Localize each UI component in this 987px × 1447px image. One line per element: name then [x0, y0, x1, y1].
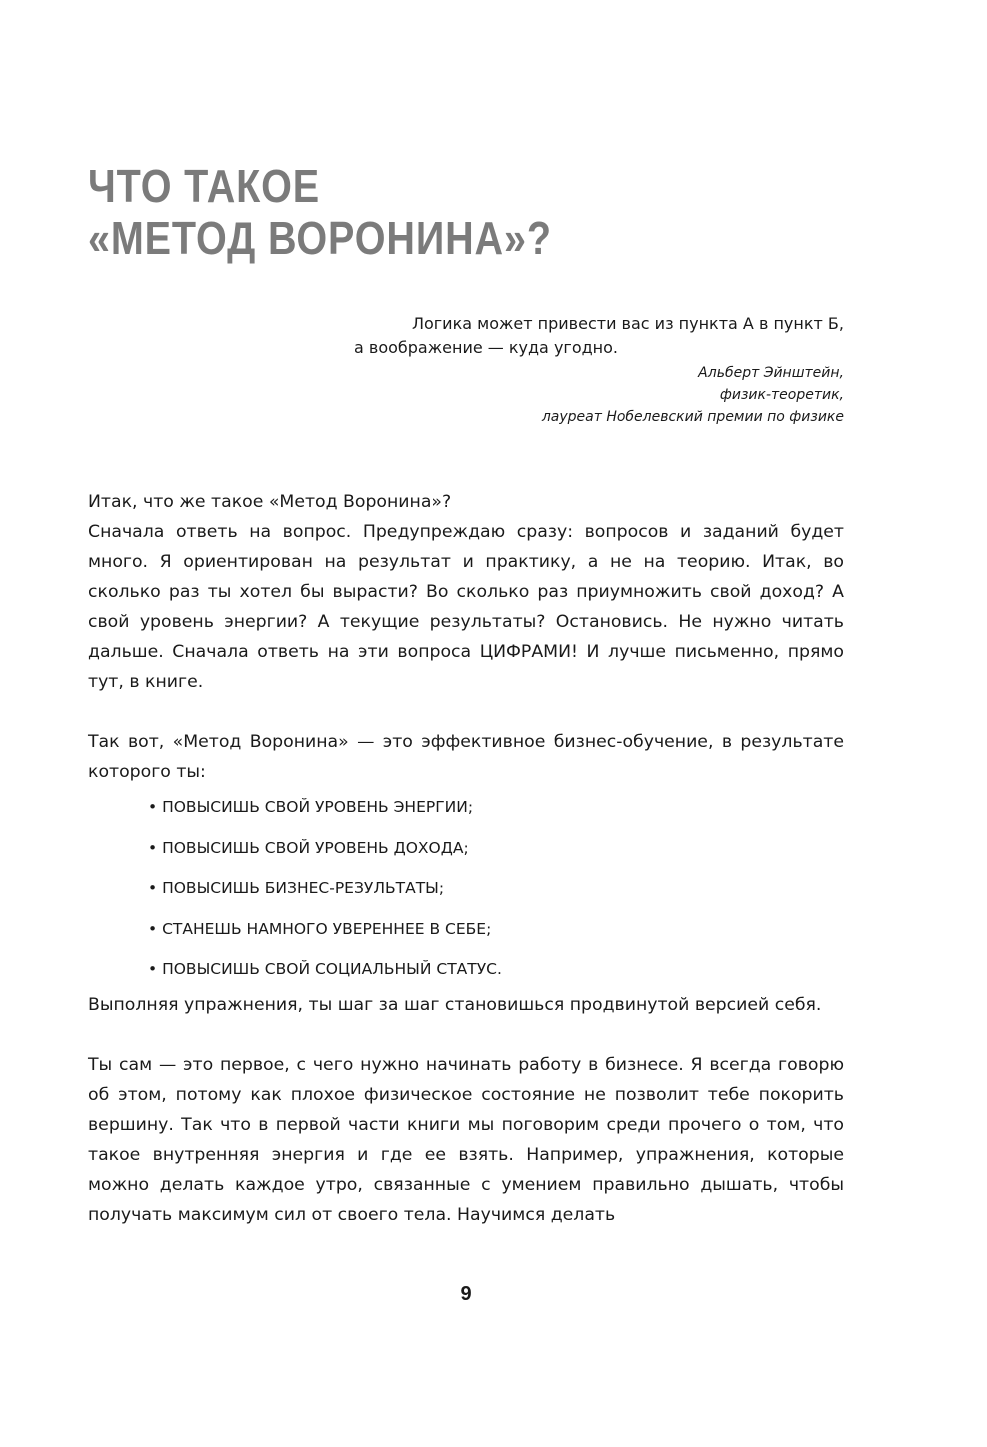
chapter-title-line-2: «МЕТОД ВОРОНИНА»? [88, 212, 552, 264]
epigraph-author-role: физик-теоретик, [719, 387, 844, 403]
paragraph-gap [88, 1020, 844, 1050]
list-item: • СТАНЕШЬ НАМНОГО УВЕРЕННЕЕ В СЕБЕ; [148, 909, 844, 950]
epigraph [300, 312, 844, 428]
body-text [88, 487, 844, 1230]
epigraph-attribution [300, 362, 844, 428]
list-item: • ПОВЫСИШЬ СВОЙ УРОВЕНЬ ЭНЕРГИИ; [148, 787, 844, 828]
epigraph-author-award: лауреат Нобелевский премии по физике [541, 409, 844, 425]
epigraph-author-name: Альберт Эйнштейн, [698, 365, 844, 381]
epigraph-quote [300, 312, 844, 360]
chapter-title-line-1: ЧТО ТАКОЕ [88, 160, 321, 212]
paragraph-energy: Ты сам — это первое, с чего нужно начинать работу в бизнесе. Я всегда говорю об этом, потому как плохое физическое состояние не позволит тебе покорить вершину. Так что в первой части книги мы поговорим среди прочего о том, что такое внутренняя энергия и где ее взять. Например, упражнения, которые можно делать каждое утро, связанные с умением правильно дышать, чтобы получать максимум сил от своего тела. Научимся делать [88, 1054, 844, 1225]
epigraph-quote-line-1: Логика может привести вас из пункта А в пункт Б, [411, 314, 844, 333]
paragraph-exercises: Выполняя упражнения, ты шаг за шаг становишься продвинутой версией себя. [88, 994, 822, 1015]
paragraph-gap [88, 697, 844, 727]
list-item: • ПОВЫСИШЬ СВОЙ УРОВЕНЬ ДОХОДА; [148, 828, 844, 869]
epigraph-quote-line-2: а воображение — куда угодно. [354, 338, 619, 357]
page-number: 9 [460, 1283, 472, 1305]
paragraph-questions: Сначала ответь на вопрос. Предупреждаю сразу: вопросов и заданий будет много. Я ориентирован на результат и практику, а не на теорию. Итак, во сколько раз ты хотел бы вырасти? Во сколько раз приумножить свой доход? А свой уровень энергии? А текущие результаты? Остановись. Не нужно читать дальше. Сначала ответь на эти вопроса ЦИФРАМИ! И лучше письменно, прямо тут, в книге. [88, 522, 844, 692]
results-bullet-list [88, 787, 844, 990]
paragraph-intro-question: Итак, что же такое «Метод Воронина»? [88, 492, 452, 512]
list-item: • ПОВЫСИШЬ БИЗНЕС-РЕЗУЛЬТАТЫ; [148, 868, 844, 909]
chapter-title [88, 160, 742, 264]
paragraph-method-definition: Так вот, «Метод Воронина» — это эффективное бизнес-обучение, в результате которого ты: [88, 732, 844, 782]
list-item: • ПОВЫСИШЬ СВОЙ СОЦИАЛЬНЫЙ СТАТУС. [148, 949, 844, 990]
